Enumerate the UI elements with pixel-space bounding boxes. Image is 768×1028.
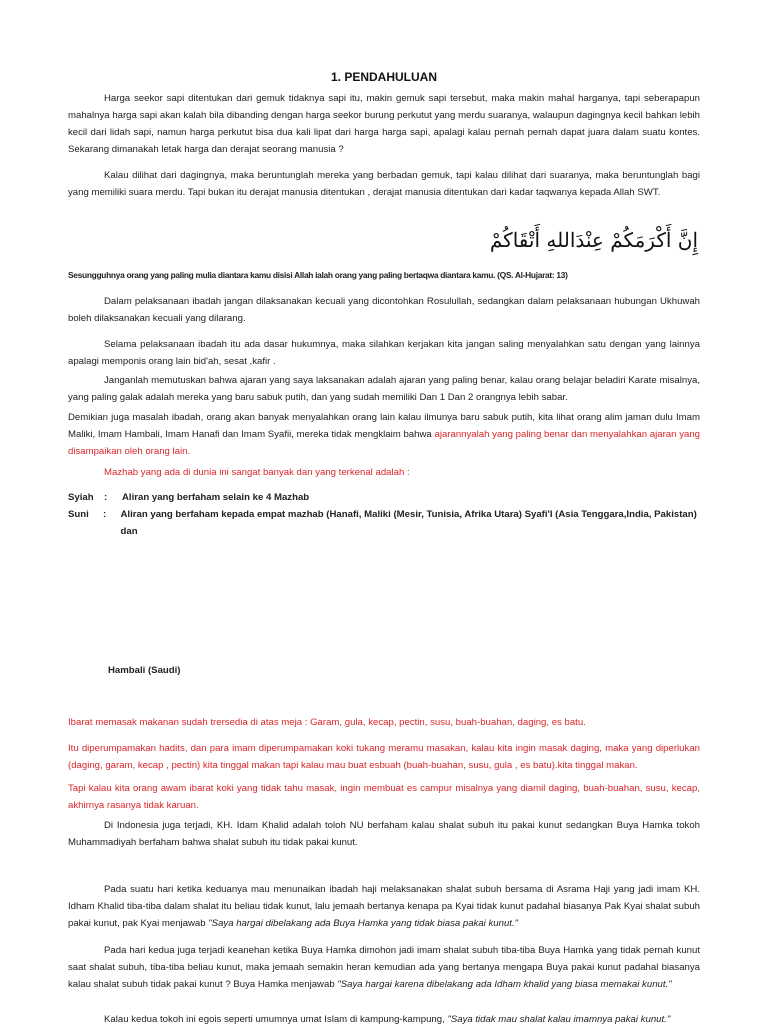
paragraph: Tapi kalau kita orang awam ibarat koki yang tidak tahu masak, ingin membuat es campur misalnya yang diamil daging, buah-buahan, susu, kecap, akhirnya rasanya tidak karuan. <box>68 783 700 811</box>
paragraph: Mazhab yang ada di dunia ini sangat banyak dan yang terkenal adalah : <box>104 467 410 478</box>
paragraph <box>68 1011 700 1028</box>
paragraph <box>68 881 700 932</box>
paragraph: Janganlah memutuskan bahwa ajaran yang saya laksanakan adalah ajaran yang paling benar, kalau orang belajar beladiri Karate misalnya, yang paling galak adalah mereka yang baru sabuk putih, dan yang sudah memiliki Dan 1 Dan 2 orangnya lebih sabar. <box>68 375 700 403</box>
paragraph <box>68 409 700 460</box>
paragraph <box>68 942 700 993</box>
list-item <box>68 506 700 540</box>
list-sep: : <box>104 492 108 503</box>
paragraph: Itu diperumpamakan hadits, dan para imam diperumpamakan koki tukang meramu masakan, kalau kita ingin masak daging, maka yang diperlukan (daging, garam, kecap , pectin) kita tinggal makan tapi kalau mau buat esbuah (buah-buahan, susu, gula , es batu).kita tinggal makan. <box>68 743 700 771</box>
paragraph: Dalam pelaksanaan ibadah jangan dilaksanakan kecuali yang dicontohkan Rosulullah, sedangkan dalam pelaksanaan hubungan Ukhuwah boleh dilaksanakan kecuali yang dilarang. <box>68 296 700 324</box>
section-title: 1. PENDAHULUAN <box>330 70 437 84</box>
text: Kalau kedua tokoh ini egois seperti umumnya umat Islam di kampung-kampung, <box>104 1014 448 1025</box>
list-item <box>68 489 700 506</box>
list-value: Aliran yang berfaham kepada empat mazhab (Hanafi, Maliki (Mesir, Tunisia, Afrika Utara) Syafi'I (Asia Tenggara,India, Pakistan) dan <box>120 509 697 537</box>
list-key: Syiah <box>68 492 94 503</box>
highlighted-text: ajarannyalah yang paling benar dan menyalahkan ajaran yang disampaikan oleh orang lain. <box>68 429 700 457</box>
list-continuation: Hambali (Saudi) <box>108 665 181 676</box>
list-value: Aliran yang berfaham selain ke 4 Mazhab <box>122 492 310 503</box>
text: Pada suatu hari ketika keduanya mau menunaikan ibadah haji melaksanakan shalat subuh bersama di Asrama Haji yang jadi imam KH. Idham Khalid tiba-tiba dalam shalat itu beliau tidak kunut, lalu jemaah bertanya kenapa pa Kyai tidak kunut padahal biasanya Pak Kyai shalat subuh pakai kunut, pak Kyai menjawab <box>68 884 700 929</box>
arabic-verse: إِنَّ أَكْرَمَكُمْ عِنْدَاللهِ أَتْقَاكُمْ <box>489 228 698 252</box>
paragraph: Harga seekor sapi ditentukan dari gemuk tidaknya sapi itu, makin gemuk sapi tersebut, maka makin mahal harganya, tapi seberapapun mahalnya harga sapi akan kalah bila dibanding dengan harga seekor burung perkutut yang merdu suaranya, walaupun dagingnya kecil bahkan lebih kecil dari lidah sapi, namun harga perkutut bisa dua kali lipat dari harga harga sapi, apalagi kalau pernah pernah dapat juara dalam suatu kontes. Sekarang dimanakah letak harga dan derajat seorang manusia ? <box>68 93 700 155</box>
paragraph: Selama pelaksanaan ibadah itu ada dasar hukumnya, maka silahkan kerjakan kita jangan saling menyalahkan satu dengan yang lainnya apalagi memponis orang lain bid'ah, sesat ,kafir . <box>68 339 700 367</box>
text: Demikian juga masalah ibadah, orang akan banyak menyalahkan orang lain kalau ilmunya baru sabuk putih, kita lihat orang alim jaman dulu Imam Maliki, Imam Hambali, Imam Hanafi dan Imam Syafii, mereka tidak mengklaim bahwa <box>68 412 700 440</box>
mazhab-list <box>68 489 700 540</box>
paragraph: Di Indonesia juga terjadi, KH. Idam Khalid adalah toloh NU berfaham kalau shalat subuh itu pakai kunut sedangkan Buya Hamka tokoh Muhammadiyah berfaham bahwa shalat subuh itu tidak pakai kunut. <box>68 820 700 848</box>
quote: "Saya hargai dibelakang ada Buya Hamka yang tidak biasa pakai kunut." <box>208 918 519 929</box>
quote: "Saya tidak mau shalat kalau imamnya pakai kunut." <box>447 1014 671 1025</box>
text: Pada hari kedua juga terjadi keanehan ketika Buya Hamka dimohon jadi imam shalat subuh tiba-tiba Buya Hamka yang tidak pernah kunut saat shalat subuh, tiba-tiba beliau kunut, maka jemaah semakin heran kemudian ada yang bertanya mengapa Buya pakai kunut padahal biasanya kalau shalat subuh tidak pakai kunut ? Buya Hamka menjawab <box>68 945 700 990</box>
list-sep: : <box>103 509 107 520</box>
verse-translation: Sesungguhnya orang yang paling mulia diantara kamu disisi Allah ialah orang yang paling bertaqwa diantara kamu. (QS. Al-Hujarat: 13) <box>68 270 568 280</box>
paragraph: Ibarat memasak makanan sudah trersedia di atas meja : Garam, gula, kecap, pectin, susu, buah-buahan, daging, es batu. <box>68 717 586 728</box>
list-key: Suni <box>68 509 89 520</box>
paragraph: Kalau dilihat dari dagingnya, maka beruntunglah mereka yang berbadan gemuk, tapi kalau dilihat dari suaranya, maka beruntunglah bagi yang memiliki suara merdu. Tapi bukan itu derajat manusia ditentukan , derajat manusia ditentukan dari kadar taqwanya kepada Allah SWT. <box>68 170 700 198</box>
quote: "Saya hargai karena dibelakang ada Idham khalid yang biasa memakai kunut." <box>337 979 672 990</box>
